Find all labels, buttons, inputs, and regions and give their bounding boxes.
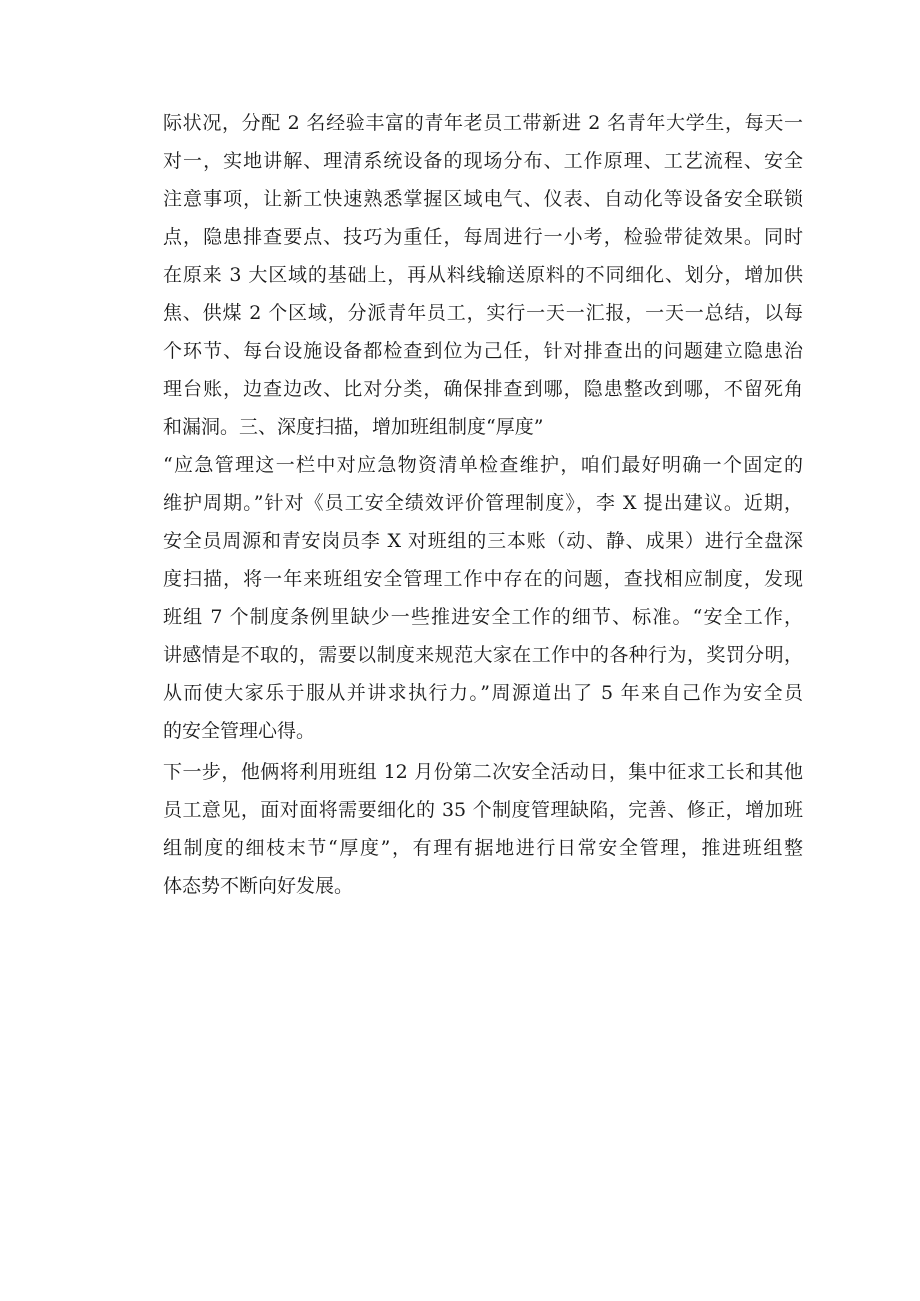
text-line: 从而使大家乐于服从并讲求执行力。”周源道出了 5 年来自己作为安全员 — [163, 682, 803, 704]
text-line: “应急管理这一栏中对应急物资清单检查维护，咱们最好明确一个固定的 — [163, 454, 803, 476]
text-line: 焦、供煤 2 个区域，分派青年员工，实行一天一汇报，一天一总结，以每 — [163, 302, 803, 324]
text-line: 点，隐患排查要点、技巧为重任，每周进行一小考，检验带徒效果。同时 — [163, 226, 803, 248]
text-line: 在原来 3 大区域的基础上，再从料线输送原料的不同细化、划分，增加供 — [163, 264, 803, 286]
text-line: 安全员周源和青安岗员李 X 对班组的三本账（动、静、成果）进行全盘深 — [163, 530, 803, 552]
text-line: 际状况，分配 2 名经验丰富的青年老员工带新进 2 名青年大学生，每天一 — [163, 112, 803, 134]
paragraph-1 — [163, 104, 803, 446]
text-line: 个环节、每台设施设备都检查到位为己任，针对排查出的问题建立隐患治 — [163, 340, 803, 362]
text-line: 组制度的细枝末节“厚度”，有理有据地进行日常安全管理，推进班组整 — [163, 837, 803, 859]
text-line: 员工意见，面对面将需要细化的 35 个制度管理缺陷，完善、修正，增加班 — [163, 799, 803, 821]
text-line: 维护周期。”针对《员工安全绩效评价管理制度》，李 X 提出建议。近期， — [163, 492, 803, 514]
text-line: 度扫描，将一年来班组安全管理工作中存在的问题，查找相应制度，发现 — [163, 568, 803, 590]
text-line: 对一，实地讲解、理清系统设备的现场分布、工作原理、工艺流程、安全 — [163, 150, 803, 172]
text-line: 的安全管理心得。 — [163, 720, 316, 742]
paragraph-3 — [163, 753, 803, 905]
text-line: 注意事项，让新工快速熟悉掌握区域电气、仪表、自动化等设备安全联锁 — [163, 188, 803, 210]
section-heading-line: 和漏洞。三、深度扫描，增加班组制度“厚度” — [163, 416, 544, 438]
text-line: 班组 7 个制度条例里缺少一些推进安全工作的细节、标准。“安全工作， — [163, 606, 803, 628]
text-line: 讲感情是不取的，需要以制度来规范大家在工作中的各种行为，奖罚分明， — [163, 644, 803, 666]
text-line: 下一步，他俩将利用班组 12 月份第二次安全活动日，集中征求工长和其他 — [163, 761, 803, 783]
document-body — [163, 104, 803, 905]
paragraph-2 — [163, 446, 803, 750]
text-line: 体态势不断向好发展。 — [163, 875, 354, 897]
text-line: 理台账，边查边改、比对分类，确保排查到哪，隐患整改到哪，不留死角 — [163, 378, 803, 400]
